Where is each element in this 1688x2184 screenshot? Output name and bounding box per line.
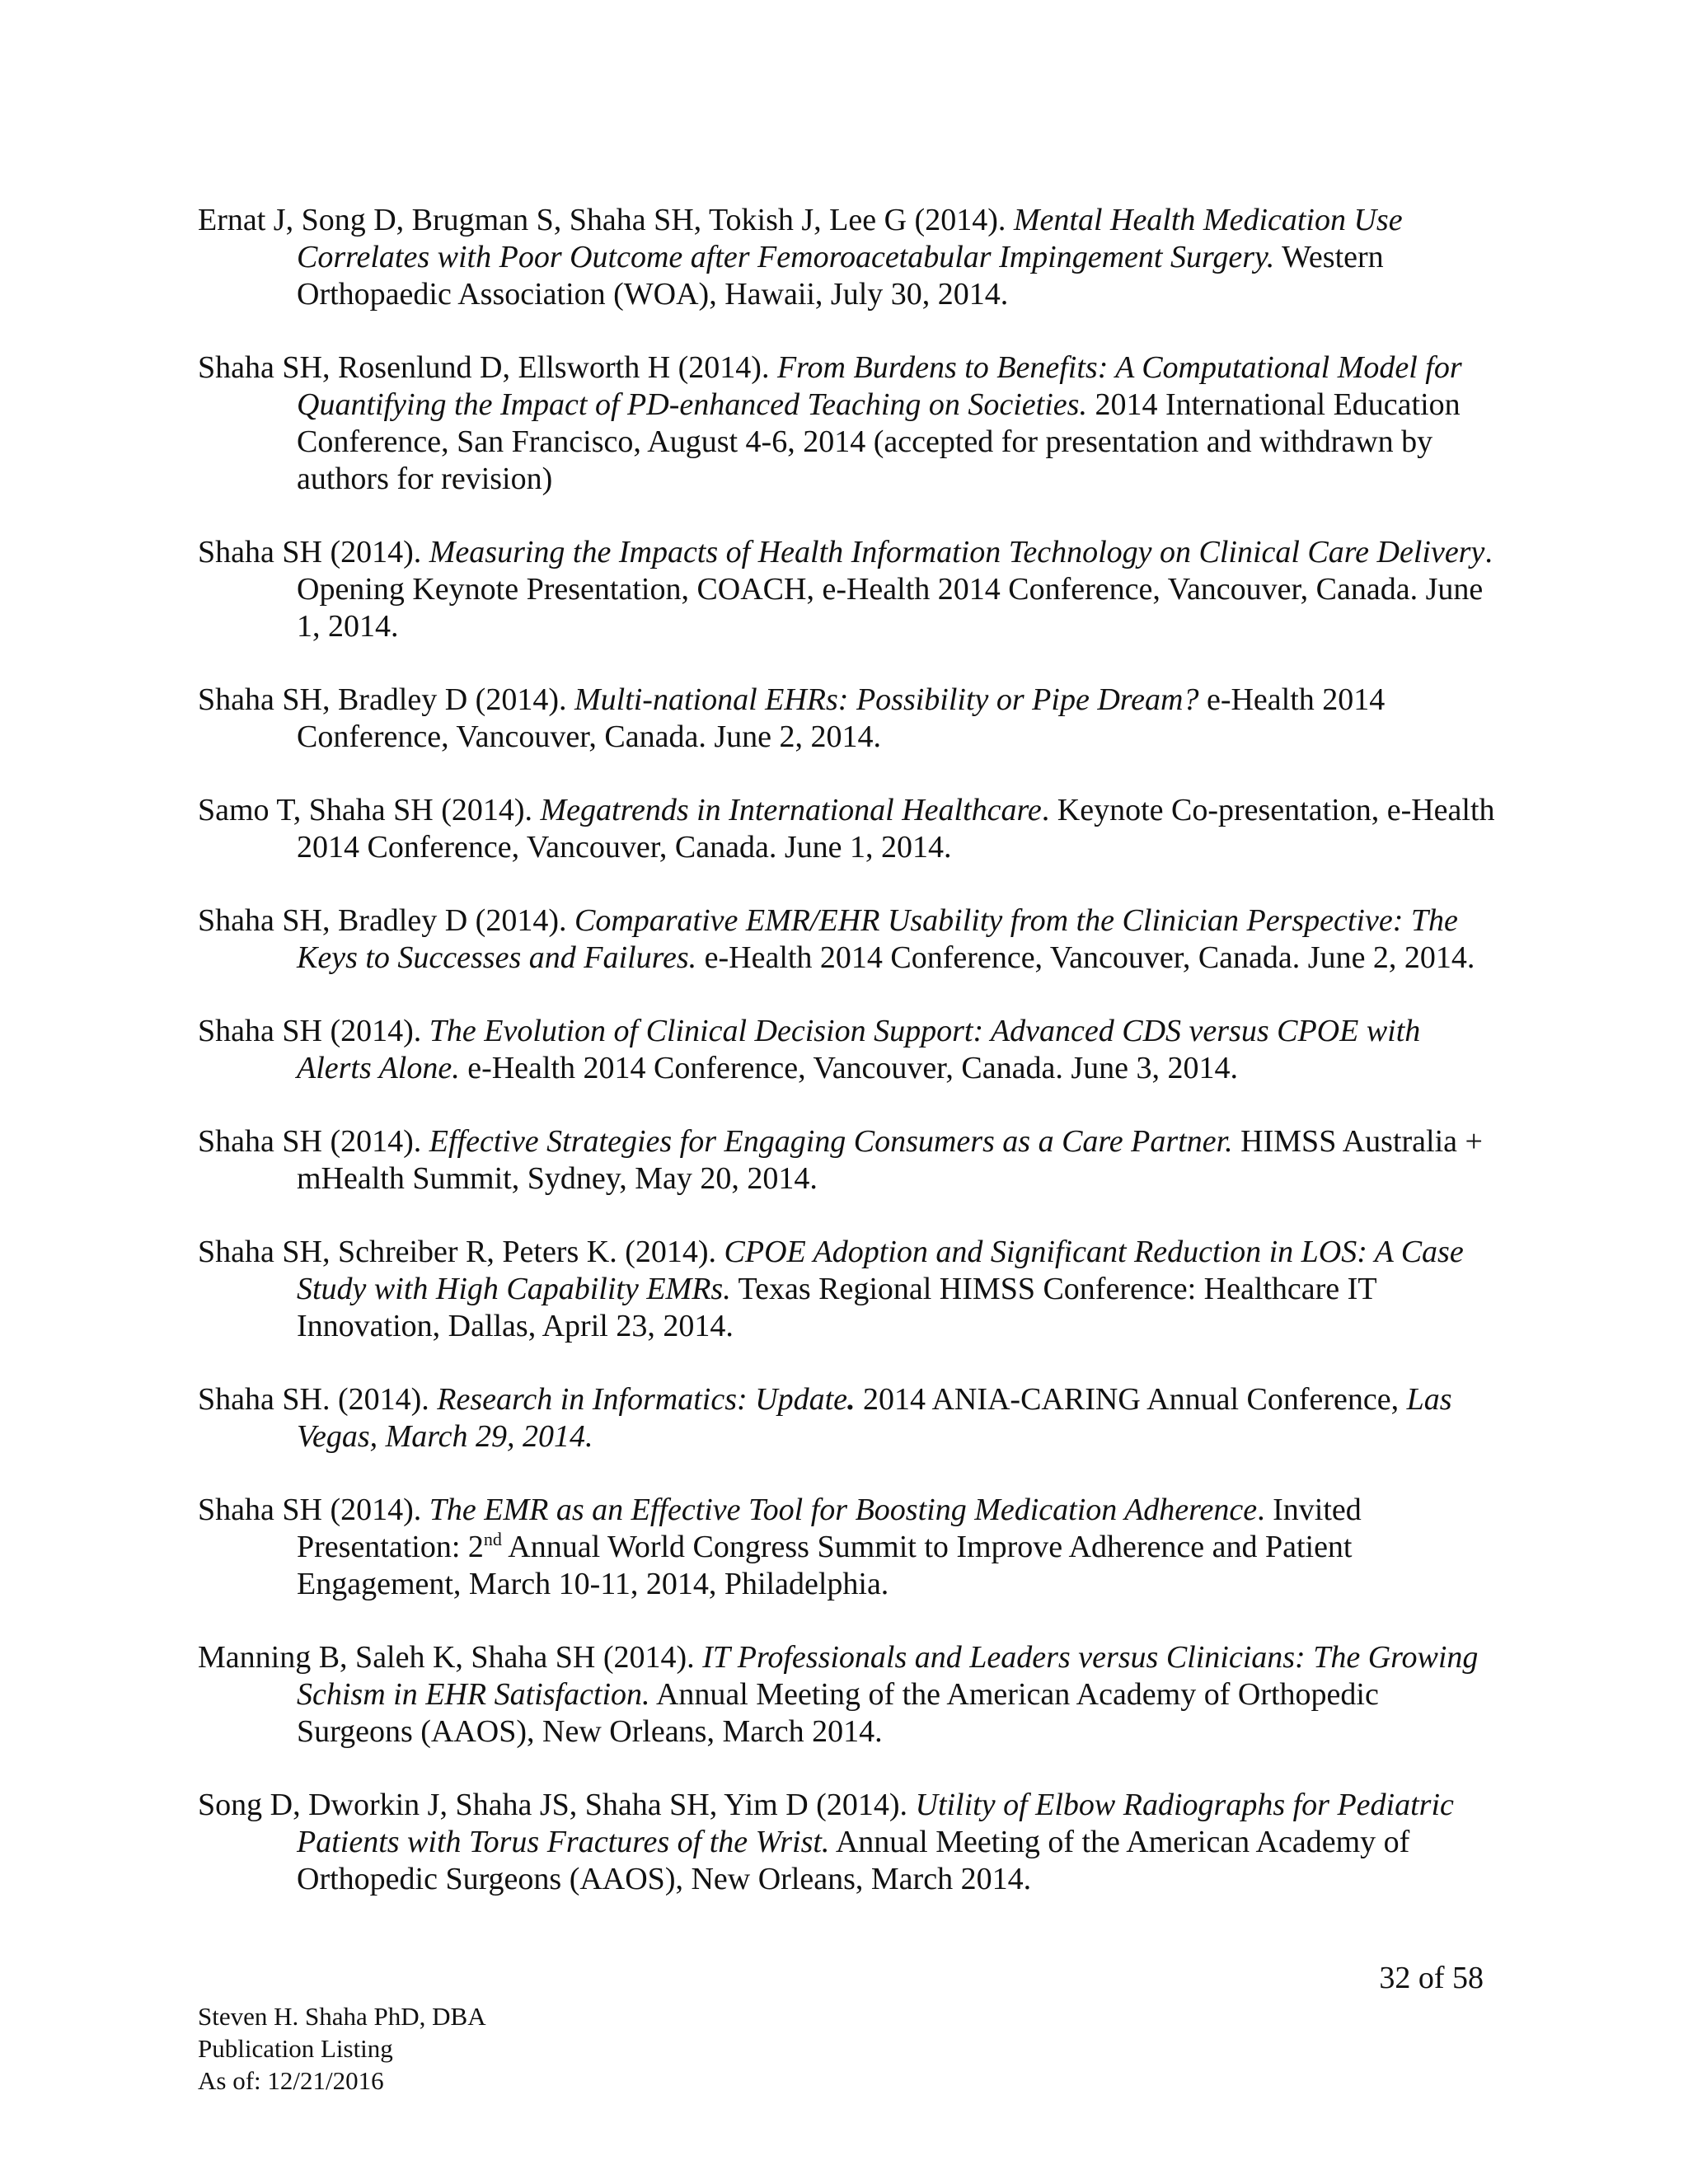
entry-title: Comparative EMR/EHR Usability from the Clinician Perspective: The Keys to Successes and Failures. — [297, 903, 1458, 975]
entry-details: 2014 International Education Conference, San Francisco, August 4-6, 2014 (accepted for presentation and withdrawn by authors for revision) — [297, 387, 1461, 496]
entry-authors: Shaha SH, Bradley D (2014). — [198, 903, 567, 938]
entry-details-after: Annual World Congress Summit to Improve Adherence and Patient Engagement, March 10-11, 2014, Philadelphia. — [297, 1530, 1353, 1601]
publication-entry — [198, 202, 1500, 313]
entry-details-italic: Las Vegas, March 29, 2014. — [297, 1382, 1452, 1454]
footer-date: As of: 12/21/2016 — [198, 2066, 384, 2095]
entry-details: Annual Meeting of the American Academy of Orthopedic Surgeons (AAOS), New Orleans, March 2014. — [297, 1677, 1379, 1749]
publication-entry — [198, 1123, 1500, 1197]
publication-entry — [198, 349, 1500, 498]
entry-details: Annual Meeting of the American Academy of Orthopedic Surgeons (AAOS), New Orleans, March 2014. — [297, 1825, 1410, 1896]
entry-title: The EMR as an Effective Tool for Boosting Medication Adherence — [429, 1493, 1258, 1527]
entry-title: Research in Informatics: Update — [437, 1382, 848, 1417]
entry-authors: Song D, Dworkin J, Shaha JS, Shaha SH, Yim D (2014). — [198, 1788, 907, 1822]
entry-authors: Manning B, Saleh K, Shaha SH (2014). — [198, 1640, 695, 1675]
entry-details: 2014 ANIA-CARING Annual Conference, — [863, 1382, 1400, 1417]
entry-authors: Shaha SH (2014). — [198, 535, 422, 569]
entry-title: Utility of Elbow Radiographs for Pediatric Patients with Torus Fractures of the Wrist. — [297, 1788, 1454, 1859]
publication-entry — [198, 1013, 1500, 1087]
entry-authors: Shaha SH. (2014). — [198, 1382, 429, 1417]
entry-details: e-Health 2014 Conference, Vancouver, Canada. June 2, 2014. — [704, 940, 1475, 975]
publication-entry — [198, 534, 1500, 645]
entry-authors: Shaha SH (2014). — [198, 1014, 422, 1048]
entry-details: . Opening Keynote Presentation, COACH, e-Health 2014 Conference, Vancouver, Canada. June 1, 2014. — [297, 535, 1493, 644]
entry-authors: Ernat J, Song D, Brugman S, Shaha SH, Tokish J, Lee G (2014). — [198, 203, 1006, 237]
publication-list — [198, 202, 1500, 1934]
entry-title: Multi-national EHRs: Possibility or Pipe Dream? — [574, 682, 1199, 717]
publication-entry — [198, 1381, 1500, 1455]
entry-title: CPOE Adoption and Significant Reduction in LOS: A Case Study with High Capability EMRs. — [297, 1235, 1464, 1306]
entry-title: Effective Strategies for Engaging Consumers as a Care Partner. — [429, 1124, 1233, 1159]
entry-title-end: . — [847, 1382, 856, 1417]
footer-author: Steven H. Shaha PhD, DBA — [198, 2002, 486, 2031]
publication-entry — [198, 902, 1500, 977]
publication-entry — [198, 1787, 1500, 1898]
page-number: 32 of 58 — [1379, 1961, 1484, 1995]
entry-details: Western Orthopaedic Association (WOA), Hawaii, July 30, 2014. — [297, 240, 1384, 312]
entry-authors: Samo T, Shaha SH (2014). — [198, 793, 533, 827]
entry-title: Mental Health Medication Use Correlates with Poor Outcome after Femoroacetabular Impingement Surgery. — [297, 203, 1403, 274]
publication-entry — [198, 792, 1500, 866]
publication-entry — [198, 682, 1500, 756]
entry-title: From Burdens to Benefits: A Computational Model for Quantifying the Impact of PD-enhanced Teaching on Societies. — [297, 350, 1462, 422]
entry-superscript: nd — [483, 1529, 502, 1549]
entry-title: Measuring the Impacts of Health Information Technology on Clinical Care Delivery — [429, 535, 1485, 569]
entry-details: e-Health 2014 Conference, Vancouver, Canada. June 2, 2014. — [297, 682, 1386, 754]
entry-title: The Evolution of Clinical Decision Support: Advanced CDS versus CPOE with Alerts Alone. — [297, 1014, 1421, 1085]
entry-details: HIMSS Australia + mHealth Summit, Sydney, May 20, 2014. — [297, 1124, 1483, 1196]
entry-authors: Shaha SH (2014). — [198, 1493, 422, 1527]
entry-authors: Shaha SH, Schreiber R, Peters K. (2014). — [198, 1235, 717, 1269]
entry-authors: Shaha SH (2014). — [198, 1124, 422, 1159]
entry-details: . Keynote Co-presentation, e-Health 2014 Conference, Vancouver, Canada. June 1, 2014. — [297, 793, 1495, 865]
entry-title: IT Professionals and Leaders versus Clinicians: The Growing Schism in EHR Satisfaction. — [297, 1640, 1479, 1712]
publication-entry — [198, 1639, 1500, 1750]
page-footer — [198, 2000, 486, 2097]
entry-details: Texas Regional HIMSS Conference: Healthcare IT Innovation, Dallas, April 23, 2014. — [297, 1272, 1376, 1343]
entry-details: e-Health 2014 Conference, Vancouver, Canada. June 3, 2014. — [467, 1051, 1239, 1085]
entry-authors: Shaha SH, Rosenlund D, Ellsworth H (2014). — [198, 350, 770, 385]
publication-entry — [198, 1234, 1500, 1345]
entry-title: Megatrends in International Healthcare — [540, 793, 1042, 827]
entry-details: . Invited Presentation: 2 — [297, 1493, 1362, 1564]
footer-document-type: Publication Listing — [198, 2034, 393, 2063]
entry-authors: Shaha SH, Bradley D (2014). — [198, 682, 567, 717]
publication-entry — [198, 1492, 1500, 1603]
